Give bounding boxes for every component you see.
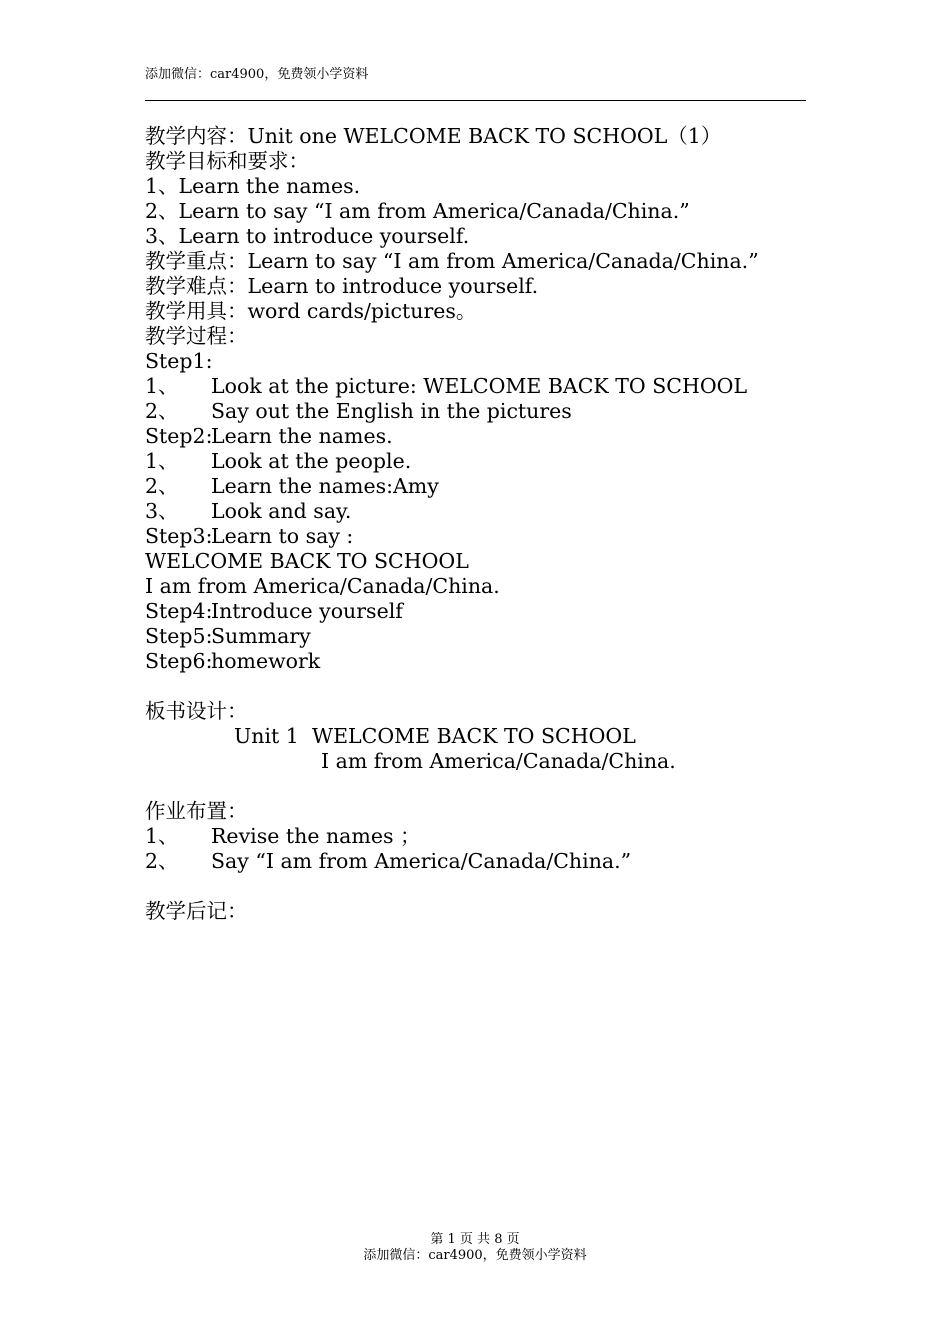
- goal-item: 2、Learn to say “I am from America/Canada/China.”: [145, 199, 690, 223]
- item-text: Look at the picture: WELCOME BACK TO SCHOOL: [211, 374, 748, 398]
- homework-item: [145, 849, 805, 874]
- homework-item: [145, 824, 805, 849]
- teaching-tools: 教学用具：word cards/pictures。: [145, 299, 477, 323]
- difficulty: 教学难点：Learn to introduce yourself.: [145, 274, 539, 298]
- header-divider: [145, 100, 806, 101]
- board-heading: 板书设计：: [145, 699, 248, 723]
- lesson-title: 教学内容：Unit one WELCOME BACK TO SCHOOL（1）: [145, 124, 722, 148]
- step-label: Step5:: [145, 624, 213, 648]
- step-label: Step2:: [145, 424, 213, 448]
- item-number: 1、: [145, 374, 179, 398]
- step3-line: WELCOME BACK TO SCHOOL: [145, 549, 469, 573]
- item-text: Say out the English in the pictures: [211, 399, 572, 423]
- homework-heading: 作业布置：: [145, 799, 248, 823]
- item-number: 2、: [145, 849, 179, 873]
- page-header: 添加微信：car4900，免费领小学资料: [145, 67, 369, 82]
- step-label: Step6:: [145, 649, 213, 673]
- lesson-plan-body: [145, 124, 805, 924]
- step3-line: I am from America/Canada/China.: [145, 574, 500, 598]
- step1-item: [145, 399, 805, 424]
- step2-item: [145, 499, 805, 524]
- step-text: Learn the names.: [211, 424, 393, 448]
- item-number: 2、: [145, 399, 179, 423]
- item-text: Learn the names:Amy: [211, 474, 439, 498]
- board-title: WELCOME BACK TO SCHOOL: [312, 724, 636, 748]
- step6: [145, 649, 805, 674]
- board-sentence: I am from America/Canada/China.: [321, 749, 676, 773]
- step-text: Introduce yourself: [211, 599, 403, 623]
- spacer: [145, 874, 805, 899]
- step-text: Summary: [211, 624, 311, 648]
- step3: [145, 524, 805, 549]
- step-label: Step4:: [145, 599, 213, 623]
- item-text: Look and say.: [211, 499, 352, 523]
- page-number: 第 1 页 共 8 页: [430, 1232, 520, 1247]
- spacer: [145, 674, 805, 699]
- page-footer: 添加微信：car4900，免费领小学资料: [363, 1248, 587, 1263]
- key-point: 教学重点：Learn to say “I am from America/Canada/China.”: [145, 249, 759, 273]
- step2-item: [145, 474, 805, 499]
- item-text: Revise the names ；: [211, 824, 421, 848]
- notes-heading: 教学后记：: [145, 899, 248, 923]
- step-label: Step3:: [145, 524, 213, 548]
- item-text: Say “I am from America/Canada/China.”: [211, 849, 632, 873]
- item-number: 3、: [145, 499, 179, 523]
- step2-item: [145, 449, 805, 474]
- step-text: homework: [211, 649, 321, 673]
- step5: [145, 624, 805, 649]
- item-number: 1、: [145, 449, 179, 473]
- item-number: 2、: [145, 474, 179, 498]
- board-unit: Unit 1: [234, 724, 299, 748]
- goal-item: 3、Learn to introduce yourself.: [145, 224, 470, 248]
- item-number: 1、: [145, 824, 179, 848]
- goals-heading: 教学目标和要求：: [145, 149, 309, 173]
- board-title-line: [145, 724, 805, 749]
- item-text: Look at the people.: [211, 449, 412, 473]
- goal-item: 1、Learn the names.: [145, 174, 361, 198]
- step1-item: [145, 374, 805, 399]
- step2: [145, 424, 805, 449]
- step4: [145, 599, 805, 624]
- process-heading: 教学过程：: [145, 324, 248, 348]
- step-text: Learn to say :: [211, 524, 354, 548]
- step1-label: Step1:: [145, 349, 213, 373]
- spacer: [145, 774, 805, 799]
